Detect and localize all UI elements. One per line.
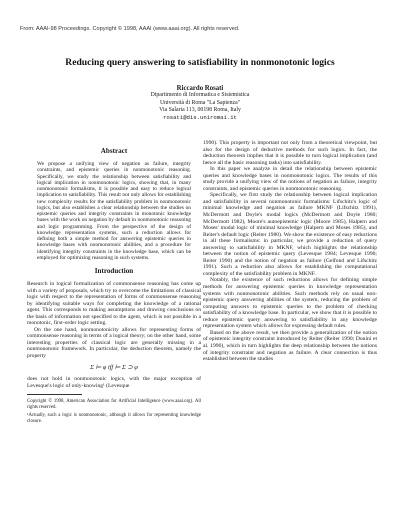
affiliation-line: Via Salaria 113, 00198 Roma, Italy bbox=[159, 106, 241, 113]
introduction-heading: Introduction bbox=[94, 267, 134, 275]
deduction-theorem-formula: Σ ⊨ φ iff ⊨ Σ ⊃ φ bbox=[90, 363, 138, 371]
body-paragraph: 1990). This property is important not only from a theoretical viewpoint, but also for the design of deductive methods for such logics. In fact, the deduction theorem implies that it is possible to turn logical implication (and hence all the basic reasoning tasks) into satisfiability. bbox=[203, 140, 377, 166]
affiliation-line: Dipartimento di Informatica e Sistemistica bbox=[150, 92, 250, 99]
abstract-text: We propose a unifying view of negation as failure, integrity constraints, and epistemic queries in nonmonotonic reasoning. Specifically, we study the relationship between satisfiability and logical implication in nonmonotonic logics, showing that, in many nonmonotonic formalisms, it is possible and easy to reduce logical implication to satisfiability. This result not only allows for establishing new complexity results for the satisfiability problem in nonmonotonic logics, but also establishes a clear relationship between the studies on epistemic queries and integrity constraints in monotonic knowledge bases with the work on negation by default in nonmonotonic reasoning and logic programming. From the perspective of the design of knowledge representation systems, such a reduction allows for defining both a simple method for answering epistemic queries in knowledge bases with nonmonotonic abilities, and a procedure for identifying integrity constraints in the knowledge base, which can be employed for optimizing reasoning in such systems. bbox=[37, 161, 191, 261]
intro-paragraph: Research in logical formalization of commonsense reasoning has come up with a variety of proposals, which try to overcome the limitations of classical logic with respect to the representation of forms of commonsense reasoning by identifying suitable ways for completing the knowledge of a rational agent. This corresponds to making assumptions and drawing conclusions on the basis of information not specified to the agent, which is not possible in a monotonic, first-order logic setting. bbox=[27, 281, 201, 327]
body-paragraph: Based on the above result, we then provide a generalization of the notion of epistemic integrity constraint introduced by Reiter (Reiter 1990; Donini et al. 1996), which in turn highlights the deep relationship between the notions of integrity constraint and negation as failure. A clear connection is thus established between the studies bbox=[203, 329, 377, 363]
left-column bbox=[27, 147, 201, 428]
abstract-heading: Abstract bbox=[100, 147, 128, 155]
body-paragraph: Specifically, we first study the relationship between logical implication and satisfiability in several nonmonotonic formalisms: Lifschitz's logic of minimal knowledge and negation as failure MKNF (Lifschitz 1991), McDermott and Doyle's modal logics (McDermott and Doyle 1980; McDermott 1982), Moore's autoepistemic logic (Moore 1985), Halpern and Moses' modal logic of minimal knowledge (Halpern and Moses 1985), and Reiter's default logic (Reiter 1980). We show the existence of easy reductions in all these formalisms: in particular, we provide a reduction of query answering to satisfiability in MKNF, which highlights the relationship between the notion of epistemic query (Levesque 1984; Levesque 1990; Reiter 1990) and the notion of negation as failure (Gelfond and Lifschitz 1991). Such a reduction also allows for establishing the computational complexity of the satisfiability problem in MKNF. bbox=[203, 192, 377, 277]
intro-paragraph: On the one hand, nonmonotonicity allows for representing forms of commonsense reasoning in terms of a logical theory; on the other hand, some interesting properties of classical logic are generally missing in a nonmonotonic framework. In particular, the deduction theorem, namely the property bbox=[27, 326, 201, 360]
footnote-divider bbox=[27, 394, 82, 395]
paper-title: Reducing query answering to satisfiability in nonmonotonic logics bbox=[65, 57, 335, 68]
author-block bbox=[0, 85, 400, 121]
right-column bbox=[203, 140, 377, 363]
footnote: ¹Actually, such a logic is nonmonotonic, although it allows for representing knowledge closure. bbox=[27, 413, 201, 424]
author-name: Riccardo Rosati bbox=[176, 85, 224, 92]
author-email: rosati@dis.uniroma1.it bbox=[163, 114, 237, 122]
affiliation-line: Università di Roma "La Sapienza" bbox=[159, 99, 241, 106]
copyright-header: From: AAAI-98 Proceedings. Copyright © 1998, AAAI (www.aaai.org). All rights reserved. bbox=[20, 26, 240, 32]
intro-paragraph: does not hold in nonmonotonic logics, with the major exception of Levesque's logic of only-knowing¹ (Levesque bbox=[27, 376, 201, 389]
body-paragraph: In this paper we analyze in detail the relationship between epistemic queries and knowledge bases in nonmonotonic logics. The results of this study provide a unifying view of the notions of negation as failure, integrity constraints, and epistemic queries in nonmonotonic reasoning. bbox=[203, 166, 377, 192]
footnote: Copyright © 1998, American Association for Artificial Intelligence (www.aaai.org). All rights reserved. bbox=[27, 399, 201, 410]
body-paragraph: Notably, the existence of such reductions allows for defining simple methods for answering epistemic queries in knowledge representation systems with nonmonotonic abilities. Such methods rely on usual non-epistemic query answering abilities of the system, reducing the problem of computing answers to epistemic queries to the problem of checking satisfiability of a knowledge base. In particular, we show that it is possible to reduce epistemic query answering to satisfiability in any knowledge representation system which allows for expressing default rules. bbox=[203, 277, 377, 330]
